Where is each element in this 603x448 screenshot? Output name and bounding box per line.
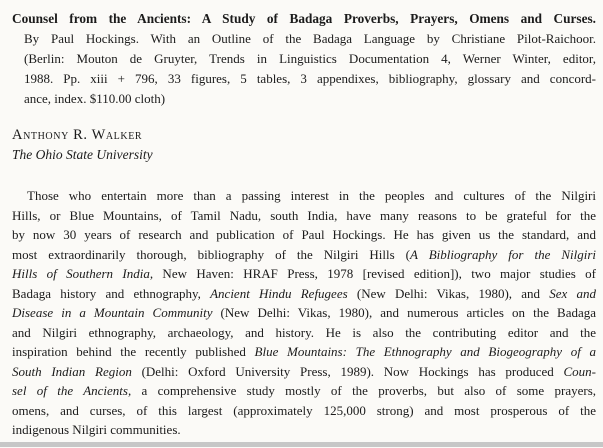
body-text: Those who entertain more than a passing interest in the peoples and cultures of the Nilgiri: [27, 188, 596, 203]
body-text: (New Delhi: Vikas, 1980), and: [347, 285, 550, 301]
body-line: [12, 401, 596, 421]
body-text: a comprehensive study mostly of the proverbs, but also of some prayers,: [131, 383, 596, 398]
cited-work-title: Blue Mountains: The Ethnography and Biogeography of a: [254, 344, 596, 359]
cited-work-title: Disease in a Mountain Community: [12, 305, 213, 320]
body-line: [12, 381, 596, 401]
body-line: [12, 225, 596, 245]
cited-work-title: Hills of Southern India,: [12, 266, 154, 281]
body-line: [12, 303, 596, 323]
body-text: Hills, or Blue Mountains, of Tamil Nadu, south India, have many reasons to be grateful for the: [12, 207, 596, 223]
body-text: Badaga history and ethnography,: [12, 285, 211, 301]
review-header: [12, 9, 596, 109]
citation-line: By Paul Hockings. With an Outline of the Badaga Language by Christiane Pilot-Raichoor.: [24, 31, 596, 46]
body-text: and Nilgiri ethnography, archaeology, and history. He is also the contributing editor and the: [12, 324, 596, 340]
reviewer-block: [12, 125, 596, 165]
cited-work-title: A Bibliography for the Nilgiri: [410, 246, 596, 262]
review-body-paragraph: [12, 186, 596, 440]
body-line: [12, 323, 596, 343]
body-line: [12, 245, 596, 265]
reviewer-name: Anthony R. Walker: [12, 127, 143, 143]
cited-work-title: Sex and: [549, 285, 596, 301]
body-text: New Haven: HRAF Press, 1978 [revised edition]), two major studies of: [153, 266, 597, 281]
body-text: inspiration behind the recently published: [12, 344, 255, 359]
cited-work-title: sel of the Ancients,: [12, 383, 132, 398]
reviewer-affiliation: The Ohio State University: [12, 147, 153, 162]
body-line: [12, 420, 596, 440]
body-text: (New Delhi: Vikas, 1980), and numerous articles on the Badaga: [212, 305, 597, 320]
body-text: by now 30 years of research and publication of Paul Hockings. He has given us the standard, and: [12, 227, 596, 242]
body-line: [12, 284, 596, 304]
citation-line: 1988. Pp. xiii + 796, 33 figures, 5 tables, 3 appendixes, bibliography, glossary and concord-: [24, 71, 596, 86]
body-text: (Delhi: Oxford University Press, 1989). Now Hockings has produced: [131, 363, 564, 379]
cited-work-title: Coun-: [563, 363, 596, 379]
body-line: [12, 362, 596, 382]
body-text: omens, and curses, of this largest (approximately 125,000 strong) and most prosperous of the: [12, 402, 596, 418]
body-text: indigenous Nilgiri communities.: [12, 422, 181, 437]
body-line: [12, 206, 596, 226]
scan-edge-artifact: [0, 442, 603, 447]
book-title: Counsel from the Ancients: A Study of Badaga Proverbs, Prayers, Omens and Curses.: [12, 11, 596, 26]
body-text: most extraordinarily thorough, bibliography of the Nilgiri Hills (: [12, 246, 411, 262]
citation-line: ance, index. $110.00 cloth): [24, 91, 166, 106]
body-line: [12, 342, 596, 362]
body-line: [12, 264, 596, 284]
body-line: [12, 186, 596, 206]
cited-work-title: Ancient Hindu Refugees: [210, 285, 348, 301]
citation-line: (Berlin: Mouton de Gruyter, Trends in Linguistics Documentation 4, Werner Winter, editor,: [24, 51, 596, 66]
cited-work-title: South Indian Region: [12, 363, 132, 379]
citation-block: [12, 29, 596, 109]
